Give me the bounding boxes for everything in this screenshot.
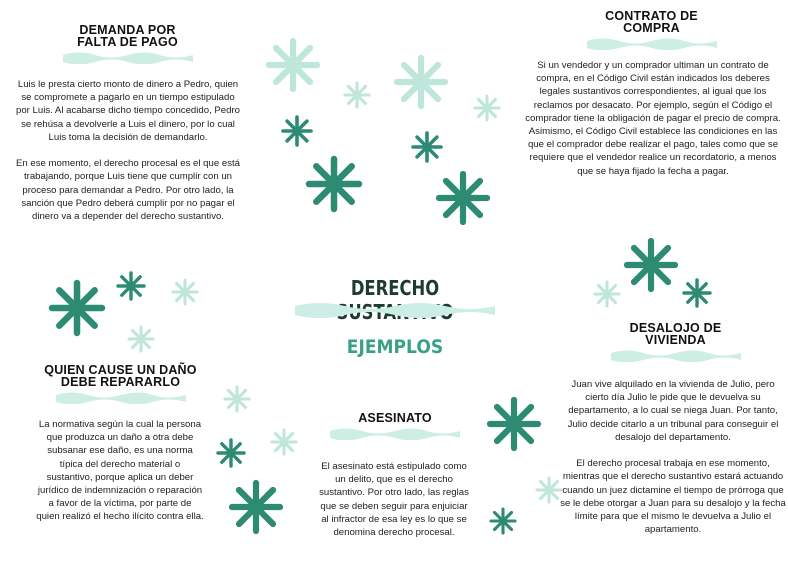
heading-contrato bbox=[584, 10, 719, 50]
heading-dano bbox=[38, 364, 203, 404]
star-icon bbox=[173, 280, 197, 304]
heading-contrato-text: CONTRATO DE COMPRA bbox=[605, 9, 698, 35]
star-icon bbox=[475, 96, 499, 120]
page-subtitle: EJEMPLOS bbox=[346, 336, 444, 358]
star-icon bbox=[491, 509, 515, 533]
body-asesinato: El asesinato está estipulado como un delito, que es el derecho sustantivo. Por otro lado, las reglas que se deben seguir para enjuiciar al infractor de esa ley es lo que se denomina derecho procesal. bbox=[319, 461, 469, 539]
body-demanda: Luis le presta cierto monto de dinero a Pedro, quien se compromete a pagarlo en un tiempo estipulado por Luis. Al acabarse dicho tiempo concedido, Pedro se rehúsa a devolverle a Luis el dinero, por lo cual Luis toma la decisión de demandarlo. En ese momento, el derecho procesal es el que está trabajando, porque Luis tiene que cumplir con un proceso para demandar a Pedro. Por otro lado, la sanción que Pedro deberá cumplir por no pagar el dinero va a depender del derecho sustantivo. bbox=[16, 79, 240, 223]
body-dano: La normativa según la cual la persona que produzca un daño a otra debe subsanar ese daño, es una norma típica del derecho material o sustantivo, porque aplica un deber jurídico de indemnización o reparación a favor de la víctima, por parte de quien realizó el hecho ilícito contra ella. bbox=[36, 419, 204, 523]
star-icon bbox=[309, 159, 359, 209]
wave-icon bbox=[611, 348, 741, 362]
star-icon bbox=[439, 174, 487, 222]
wave-icon bbox=[587, 36, 717, 50]
star-icon bbox=[413, 133, 441, 161]
heading-desalojo-text: DESALOJO DE VIVIENDA bbox=[629, 321, 722, 347]
star-icon bbox=[129, 327, 153, 351]
wave-icon bbox=[295, 300, 495, 320]
star-icon bbox=[490, 400, 538, 448]
star-icon bbox=[225, 387, 249, 411]
star-icon bbox=[272, 430, 296, 454]
wave-icon bbox=[56, 390, 186, 404]
body-contrato: Si un vendedor y un comprador ultiman un contrato de compra, en el Código Civil están indicados los deberes legales sustantivos correspondientes, al igual que los reclamos por desacato. Por ejemplo, según el Código el comprador tiene la obligación de pagar el precio de compra. Asimismo, el Código Civil establece las condiciones en las que el comprador debe realizar el pago, tales como que se requiere que el vendedor realice un recordatorio, a menos que se haya fijado la fecha a pagar. bbox=[525, 60, 781, 177]
star-icon bbox=[684, 280, 710, 306]
star-icon bbox=[283, 117, 311, 145]
star-icon bbox=[218, 440, 244, 466]
body-desalojo: Juan vive alquilado en la vivienda de Julio, pero cierto día Julio le pide que le devuelva su departamento, a lo cual se niega Juan. Por tanto, Julio decide citarlo a un tribunal para conseguir el desalojo del departamento. El derecho procesal trabaja en ese momento, mientras que el derecho sustantivo estará actuando cuando un juez dictamine el tiempo de prórroga que se le debe otorgar a Juan para su desalojo y la fecha límite para que el mismo le devuelva a Julio el apartamento. bbox=[560, 379, 786, 536]
heading-asesinato bbox=[330, 412, 460, 440]
star-icon bbox=[269, 41, 317, 89]
heading-dano-text: QUIEN CAUSE UN DAÑO DEBE REPARARLO bbox=[44, 363, 197, 389]
heading-demanda bbox=[60, 24, 195, 64]
star-icon bbox=[345, 83, 369, 107]
star-icon bbox=[232, 483, 280, 531]
star-icon bbox=[397, 58, 445, 106]
star-icon bbox=[52, 283, 102, 333]
heading-demanda-text: DEMANDA POR FALTA DE PAGO bbox=[77, 23, 178, 49]
wave-icon bbox=[330, 426, 460, 440]
wave-icon bbox=[63, 50, 193, 64]
star-icon bbox=[595, 282, 619, 306]
star-icon bbox=[118, 273, 144, 299]
heading-asesinato-text: ASESINATO bbox=[358, 411, 432, 425]
heading-desalojo bbox=[608, 322, 743, 362]
star-icon bbox=[537, 478, 561, 502]
page-title: DERECHO bbox=[350, 276, 440, 300]
star-icon bbox=[627, 241, 675, 289]
